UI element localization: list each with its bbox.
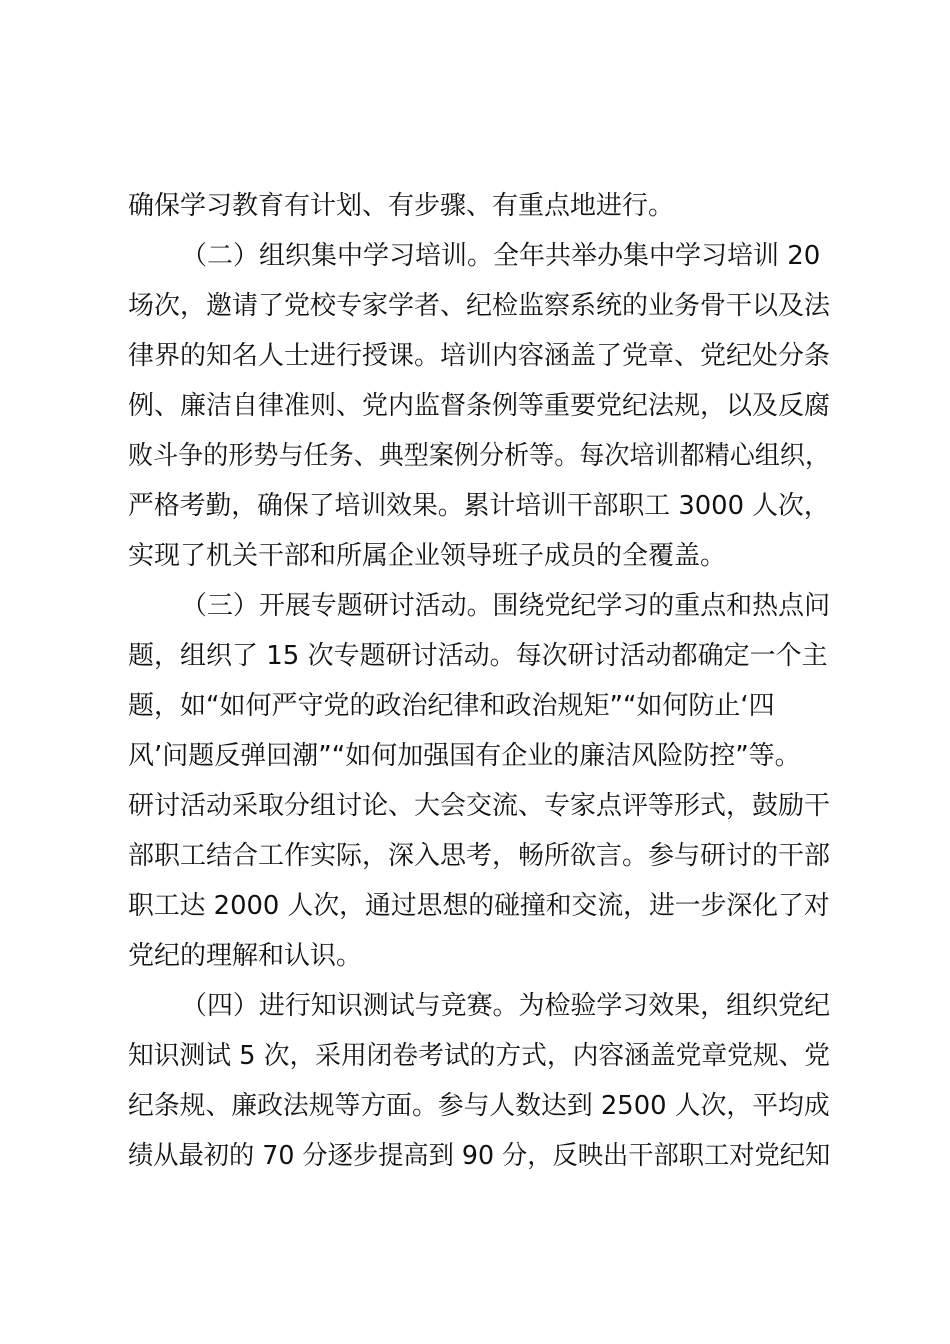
text-line: 知识测试 5 次，采用闭卷考试的方式，内容涵盖党章党规、党 xyxy=(128,1041,831,1071)
text-line: 律界的知名人士进行授课。培训内容涵盖了党章、党纪处分条 xyxy=(128,341,831,371)
text-line: 例、廉洁自律准则、党内监督条例等重要党纪法规，以及反腐 xyxy=(128,391,831,421)
text-line: 场次，邀请了党校专家学者、纪检监察系统的业务骨干以及法 xyxy=(128,291,831,321)
text-line: 绩从最初的 70 分逐步提高到 90 分，反映出干部职工对党纪知 xyxy=(128,1141,831,1171)
text-line: 风’问题反弹回潮”“如何加强国有企业的廉洁风险防控”等。 xyxy=(128,741,801,771)
text-line: 党纪的理解和认识。 xyxy=(128,941,363,971)
text-line: 部职工结合工作实际，深入思考，畅所欲言。参与研讨的干部 xyxy=(128,841,831,871)
text-line: 实现了机关干部和所属企业领导班子成员的全覆盖。 xyxy=(128,541,727,571)
text-line: 研讨活动采取分组讨论、大会交流、专家点评等形式，鼓励干 xyxy=(128,791,831,821)
text-line: 严格考勤，确保了培训效果。累计培训干部职工 3000 人次， xyxy=(128,491,830,521)
section-heading-line: （二）组织集中学习培训。全年共举办集中学习培训 20 xyxy=(181,241,821,271)
text-line: 纪条规、廉政法规等方面。参与人数达到 2500 人次，平均成 xyxy=(128,1091,830,1121)
section-heading-line: （四）进行知识测试与竞赛。为检验学习效果，组织党纪 xyxy=(181,991,831,1021)
text-line: 败斗争的形势与任务、典型案例分析等。每次培训都精心组织， xyxy=(128,441,831,471)
text-line: 确保学习教育有计划、有步骤、有重点地进行。 xyxy=(128,191,675,221)
text-line: 题，如“如何严守党的政治纪律和政治规矩”“如何防止‘四 xyxy=(128,691,775,721)
section-heading-line: （三）开展专题研讨活动。围绕党纪学习的重点和热点问 xyxy=(181,591,831,621)
text-line: 题，组织了 15 次专题研讨活动。每次研讨活动都确定一个主 xyxy=(128,641,828,671)
text-line: 职工达 2000 人次，通过思想的碰撞和交流，进一步深化了对 xyxy=(128,891,830,921)
